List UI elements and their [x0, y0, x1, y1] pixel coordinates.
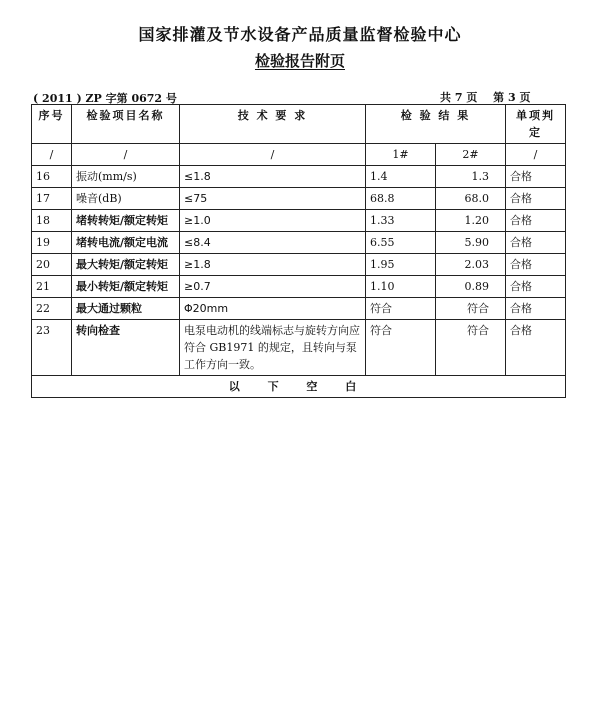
row-item: 堵转转矩/额定转矩	[72, 210, 180, 232]
row-result-1: 符合	[366, 298, 436, 320]
document-subtitle: 检验报告附页	[254, 52, 345, 70]
row-result-1: 符合	[366, 320, 436, 376]
row-no: 21	[32, 276, 72, 298]
total-pages: 共 7 页	[440, 91, 478, 104]
row-requirement: ≤1.8	[180, 166, 366, 188]
row-item: 最大转矩/额定转矩	[72, 254, 180, 276]
inspection-table	[31, 104, 566, 398]
row-verdict: 合格	[506, 210, 566, 232]
row-verdict: 合格	[506, 232, 566, 254]
row-no: 17	[32, 188, 72, 210]
subheader-sample-2: 2#	[436, 144, 506, 166]
row-result-1: 6.55	[366, 232, 436, 254]
table-row	[32, 320, 566, 376]
subheader-no: /	[32, 144, 72, 166]
row-requirement: Φ20mm	[180, 298, 366, 320]
row-item: 最大通过颗粒	[72, 298, 180, 320]
row-no: 18	[32, 210, 72, 232]
header-no: 序号	[32, 105, 72, 144]
table-row	[32, 166, 566, 188]
row-result-1: 1.4	[366, 166, 436, 188]
row-requirement: 电泵电动机的线端标志与旋转方向应符合 GB1971 的规定，且转向与泵工作方向一致。	[180, 320, 366, 376]
table-header-row	[32, 105, 566, 144]
table-row	[32, 188, 566, 210]
row-result-2: 68.0	[436, 188, 506, 210]
row-result-2: 2.03	[436, 254, 506, 276]
subheader-verdict: /	[506, 144, 566, 166]
row-requirement: ≥1.8	[180, 254, 366, 276]
row-result-2: 符合	[436, 320, 506, 376]
subheader-sample-1: 1#	[366, 144, 436, 166]
row-verdict: 合格	[506, 276, 566, 298]
row-verdict: 合格	[506, 254, 566, 276]
report-number: ( 2011 ) ZP 字第 0672 号	[33, 92, 177, 105]
subheader-item: /	[72, 144, 180, 166]
header-result: 检 验 结 果	[366, 105, 506, 144]
table-subheader-row	[32, 144, 566, 166]
row-no: 23	[32, 320, 72, 376]
document-title: 国家排灌及节水设备产品质量监督检验中心	[138, 25, 462, 44]
table-row	[32, 276, 566, 298]
page-info	[440, 89, 531, 105]
row-verdict: 合格	[506, 188, 566, 210]
header-verdict: 单项判定	[506, 105, 566, 144]
row-no: 16	[32, 166, 72, 188]
row-result-2: 符合	[436, 298, 506, 320]
row-verdict: 合格	[506, 320, 566, 376]
row-requirement: ≥0.7	[180, 276, 366, 298]
closing-row	[32, 376, 566, 398]
row-no: 19	[32, 232, 72, 254]
header-requirement: 技 术 要 求	[180, 105, 366, 144]
row-no: 22	[32, 298, 72, 320]
row-item: 堵转电流/额定电流	[72, 232, 180, 254]
page-number: 第 3 页	[493, 91, 531, 104]
row-item: 振动(mm/s)	[72, 166, 180, 188]
row-result-2: 5.90	[436, 232, 506, 254]
row-requirement: ≤75	[180, 188, 366, 210]
row-result-1: 1.33	[366, 210, 436, 232]
row-no: 20	[32, 254, 72, 276]
table-row	[32, 232, 566, 254]
table-row	[32, 254, 566, 276]
row-result-1: 1.10	[366, 276, 436, 298]
row-requirement: ≥1.0	[180, 210, 366, 232]
row-result-2: 0.89	[436, 276, 506, 298]
row-item: 噪音(dB)	[72, 188, 180, 210]
row-result-2: 1.20	[436, 210, 506, 232]
row-result-1: 1.95	[366, 254, 436, 276]
row-result-2: 1.3	[436, 166, 506, 188]
row-verdict: 合格	[506, 166, 566, 188]
row-item: 最小转矩/额定转矩	[72, 276, 180, 298]
row-item: 转向检查	[72, 320, 180, 376]
subheader-requirement: /	[180, 144, 366, 166]
header-item: 检验项目名称	[72, 105, 180, 144]
table-row	[32, 298, 566, 320]
row-requirement: ≤8.4	[180, 232, 366, 254]
row-result-1: 68.8	[366, 188, 436, 210]
table-row	[32, 210, 566, 232]
closing-text: 以 下 空 白	[32, 376, 566, 398]
row-verdict: 合格	[506, 298, 566, 320]
